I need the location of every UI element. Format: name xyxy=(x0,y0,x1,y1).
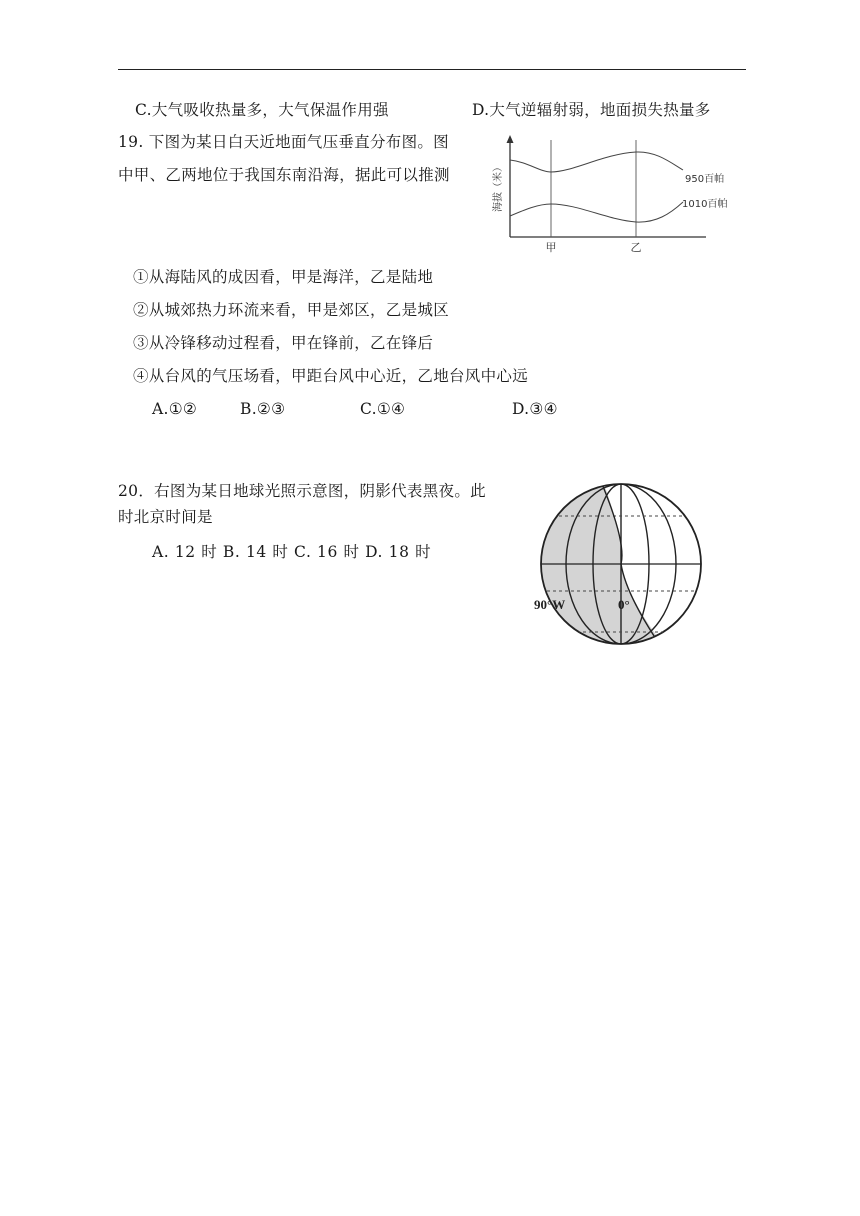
isobar-1010-line xyxy=(510,202,683,222)
isobar-1010-label: 1010百帕 xyxy=(682,199,728,210)
q20-stem-line1: 20．右图为某日地球光照示意图，阴影代表黑夜。此 xyxy=(118,482,486,500)
y-axis-label: 海拔（米） xyxy=(493,162,504,212)
q19-stem-line1: 19. 下图为某日白天近地面气压垂直分布图。图 xyxy=(118,133,449,151)
label-0-deg: 0° xyxy=(618,597,630,612)
q19-statement-1: ①从海陆风的成因看，甲是海洋，乙是陆地 xyxy=(133,268,434,286)
label-90w: 90°W xyxy=(534,597,566,612)
q19-statement-2: ②从城郊热力环流来看，甲是郊区，乙是城区 xyxy=(133,301,450,319)
q19-statement-4: ④从台风的气压场看，甲距台风中心近，乙地台风中心远 xyxy=(133,367,529,385)
header-rule xyxy=(118,69,746,70)
x-label-jia: 甲 xyxy=(545,241,557,254)
isobar-diagram xyxy=(488,132,738,257)
q19-option-b: B.②③ xyxy=(240,400,286,418)
q18-option-c: C.大气吸收热量多，大气保温作用强 xyxy=(135,101,389,119)
isobar-950-line xyxy=(510,152,683,172)
x-label-yi: 乙 xyxy=(630,241,642,254)
y-axis-arrow xyxy=(507,135,514,143)
isobar-950-label: 950百帕 xyxy=(685,174,725,185)
q20-options: A. 12 时 B. 14 时 C. 16 时 D. 18 时 xyxy=(152,543,432,561)
q19-stem-line2: 中甲、乙两地位于我国东南沿海，据此可以推测 xyxy=(118,166,450,184)
q19-statement-3: ③从冷锋移动过程看，甲在锋前，乙在锋后 xyxy=(133,334,434,352)
q18-option-d: D.大气逆辐射弱，地面损失热量多 xyxy=(472,101,711,119)
globe-illumination-diagram xyxy=(530,478,710,648)
q19-option-d: D.③④ xyxy=(512,400,558,418)
q19-option-c: C.①④ xyxy=(360,400,406,418)
q19-option-a: A.①② xyxy=(152,400,198,418)
q20-stem-line2: 时北京时间是 xyxy=(118,508,213,526)
